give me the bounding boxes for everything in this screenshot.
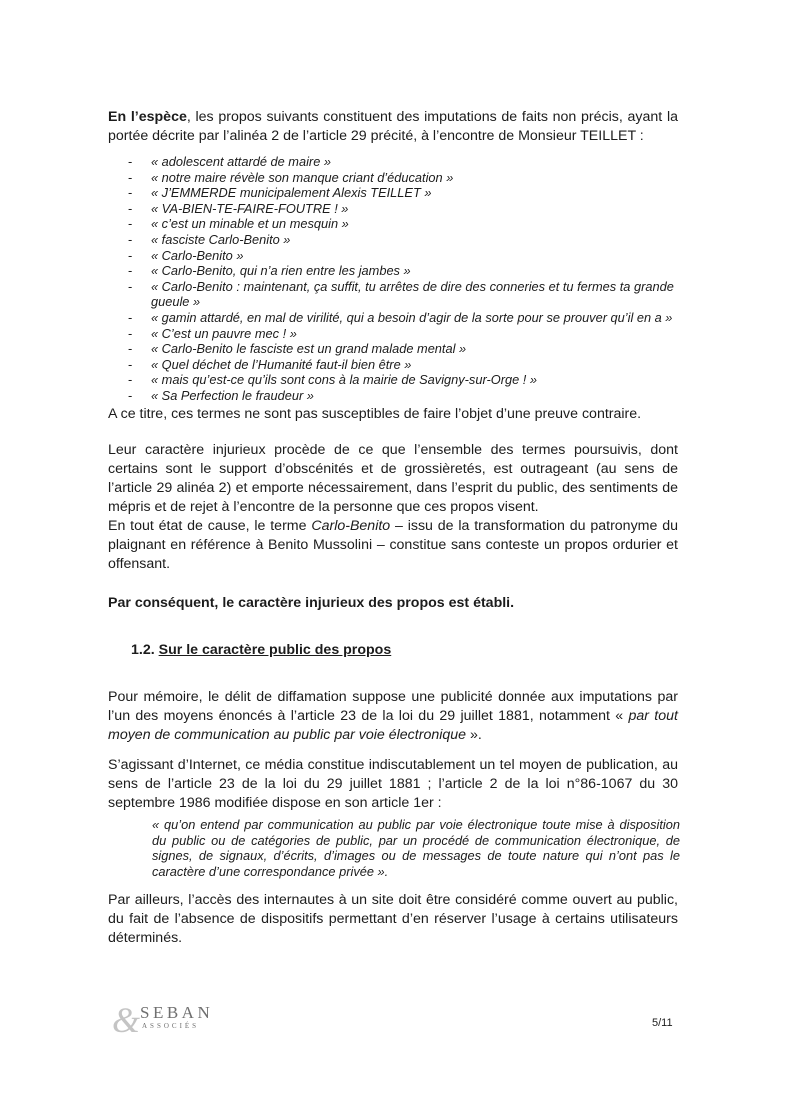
list-item-text: « c’est un minable et un mesquin » [151,216,349,232]
section-title: Sur le caractère public des propos [158,642,392,658]
intro-lead: En l’espèce [108,109,187,125]
memoire-before: Pour mémoire, le délit de diffamation suppose une publicité donnée aux imputations par l’un des moyens énoncés à l’article 23 de la loi du 29 juillet 1881, notamment « [108,689,678,724]
paragraph-acces: Par ailleurs, l’accès des internautes à un site doit être considéré comme ouvert au public, du fait de l’absence de dispositifs permettant d’en réserver l’usage à certains utilisateurs déterminés. [108,892,678,946]
legal-quote: « qu’on entend par communication au public par voie électronique toute mise à disposition du public ou de catégories de public, par un procédé de communication électronique, de signes, de signaux, d’écrits, d’images ou de messages de toute nature qui n’ont pas le caractère d’une correspondance privée ». [152,817,680,879]
list-item [108,263,683,279]
bullet-dash: - [128,325,133,341]
list-item [108,341,683,357]
carlo-before: En tout état de cause, le terme [108,518,312,534]
list-item-text: « Carlo-Benito le fasciste est un grand malade mental » [151,341,467,357]
list-item-text: « Carlo-Benito » [151,247,244,263]
bullet-dash: - [128,341,133,357]
list-item [108,248,683,264]
intro-rest: , les propos suivants constituent des imputations de faits non précis, ayant la portée décrite par l’alinéa 2 de l’article 29 précité, à l’encontre de Monsieur TEILLET : [108,109,679,144]
carlo-term: Carlo-Benito [311,518,391,534]
paragraph-preuve: A ce titre, ces termes ne sont pas susceptibles de faire l’objet d’une preuve contraire. [108,406,642,422]
bullet-dash: - [128,309,133,325]
bullet-dash: - [128,216,133,232]
memoire-after: ». [466,727,482,743]
list-item [108,201,683,217]
list-item-text: « Carlo-Benito : maintenant, ça suffit, tu arrêtes de dire des conneries et tu fermes ta grande gueule » [151,278,674,310]
bullet-dash: - [128,185,133,201]
list-item [108,388,683,404]
section-number: 1.2. [131,642,155,658]
list-item-text: « VA-BIEN-TE-FAIRE-FOUTRE ! » [151,200,349,216]
bullet-dash: - [128,263,133,279]
bullet-dash: - [128,387,133,403]
insult-list [108,154,683,404]
list-item-text: « adolescent attardé de maire » [151,154,331,169]
list-item [108,185,683,201]
list-item-text: « fasciste Carlo-Benito » [151,231,291,247]
list-item [108,372,683,388]
list-item-text: « gamin attardé, en mal de virilité, qui a besoin d’agir de la sorte pour se prouver qu’il en a » [151,309,673,325]
bullet-dash: - [128,247,133,263]
paragraph-internet: S’agissant d’Internet, ce média constitue indiscutablement un tel moyen de publication, au sens de l’article 23 de la loi du 29 juillet 1881 ; l’article 2 de la loi n°86-1067 du 30 septembre 1986 modifiée dispose en son article 1er : [108,757,678,811]
bullet-dash: - [128,169,133,185]
svg-text:&: & [112,1000,141,1038]
list-item [108,357,683,373]
list-item [108,326,683,342]
carlo-after: – issu de la transformation du patronyme du plaignant en référence à Benito Mussolini – constitue sans conteste un propos ordurier et offensant. [108,518,678,572]
paragraph-memoire [108,688,678,745]
logo-sub-text: ASSOCIÉS [142,1022,200,1030]
list-item [108,216,683,232]
list-item-text: « Sa Perfection le fraudeur » [151,387,314,403]
list-item [108,154,683,170]
list-item [108,279,683,310]
list-item-text: « J’EMMERDE municipalement Alexis TEILLET » [151,185,432,201]
list-item-text: « Quel déchet de l’Humanité faut-il bien être » [151,356,412,372]
list-item-text: « C’est un pauvre mec ! » [151,325,297,341]
bullet-dash: - [128,372,133,388]
list-item [108,170,683,186]
page-number: 5/11 [652,1017,673,1029]
bullet-dash: - [128,356,133,372]
bullet-dash: - [128,278,133,294]
bullet-dash: - [128,231,133,247]
seban-associes-logo [110,998,230,1038]
list-item-text: « Carlo-Benito, qui n’a rien entre les jambes » [151,263,411,279]
bullet-dash: - [128,154,133,169]
bullet-dash: - [128,200,133,216]
section-heading [131,641,701,660]
list-item [108,232,683,248]
paragraph-carlo-benito [108,517,678,574]
logo-main-text: SEBAN [140,1003,214,1022]
paragraph-injurieux: Leur caractère injurieux procède de ce que l’ensemble des termes poursuivis, dont certains sont le support d’obscénités et de grossièretés, est outrageant (au sens de l’article 29 alinéa 2) et emporte nécessairement, dans l’esprit du public, des sentiments de mépris et de rejet à l’encontre de la personne que ces propos visent. [108,442,678,515]
intro-paragraph [108,108,678,146]
conclusion-statement: Par conséquent, le caractère injurieux des propos est établi. [108,595,515,611]
memoire-italic: par tout moyen de communication au public par voie électronique [108,708,678,743]
list-item [108,310,683,326]
list-item-text: « notre maire révèle son manque criant d’éducation » [151,169,454,185]
list-item-text: « mais qu’est-ce qu’ils sont cons à la mairie de Savigny-sur-Orge ! » [151,372,537,388]
